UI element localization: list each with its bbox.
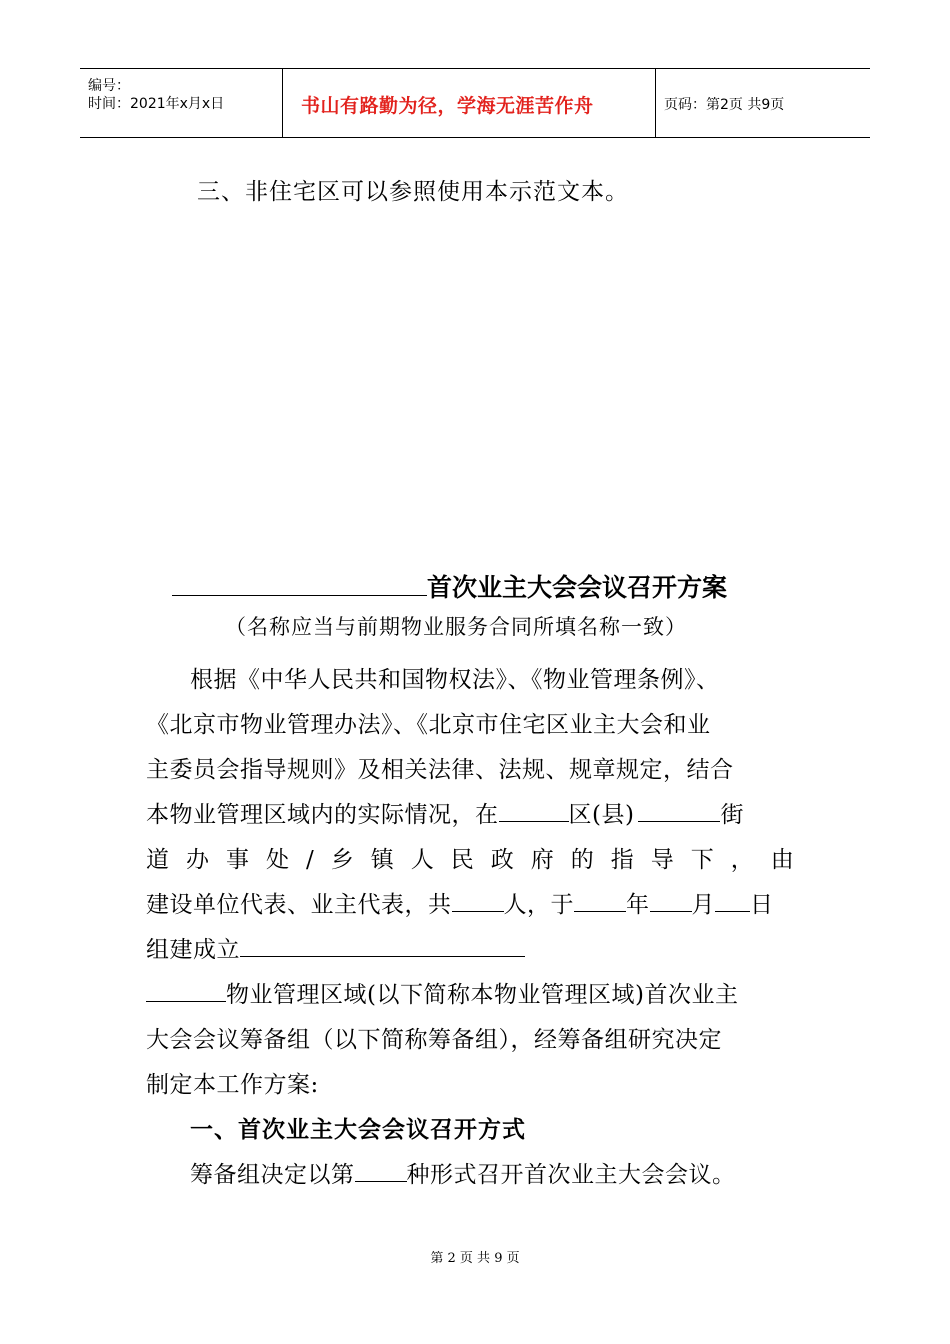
paragraph-line-10: 制定本工作方案: [146,1072,319,1098]
paragraph-line-2: 《北京市物业管理办法》、《北京市住宅区业主大会和业 [146,712,711,738]
month-blank [650,889,692,912]
paragraph-line-4-part-b: 区(县) [568,802,635,828]
group-name-blank [240,934,525,957]
paragraph-line-5: 道办事处/乡镇人民政府的指导下，由 [146,847,811,873]
title-name-blank [172,573,427,596]
paragraph-line-7-text: 组建成立 [146,937,240,963]
document-subtitle: （名称应当与前期物业服务合同所填名称一致） [225,615,687,639]
paragraph-line-6-part-b: 人，于 [503,892,574,918]
paragraph-line-6 [146,886,774,919]
paragraph-line-7 [146,931,525,964]
header-motto-cell [283,69,656,137]
title-text: 首次业主大会会议召开方案 [427,573,728,602]
document-number-label: 编号： [88,78,130,94]
paragraph-line-1: 根据《中华人民共和国物权法》、《物业管理条例》、 [190,667,720,693]
day-blank [715,889,750,912]
paragraph-line-6-part-e: 日 [750,892,774,918]
paragraph-line-9: 大会会议筹备组（以下简称筹备组），经筹备组研究决定 [146,1027,722,1053]
paragraph-line-6-part-d: 月 [691,892,715,918]
street-blank [638,799,720,822]
section-1-heading: 一、首次业主大会会议召开方式 [190,1116,526,1143]
paragraph-line-4-part-a: 本物业管理区域内的实际情况，在 [146,802,499,828]
year-blank [574,889,626,912]
paragraph-line-4-part-c: 街 [720,802,744,828]
form-number-blank [355,1159,407,1182]
paragraph-line-3: 主委员会指导规则》及相关法律、法规、规章规定，结合 [146,757,734,783]
paragraph-line-8-text: 物业管理区域(以下简称本物业管理区域)首次业主 [226,982,739,1008]
header-motto: 书山有路勤为径，学海无涯苦作舟 [301,95,594,117]
section-1-text [190,1156,736,1189]
district-blank [499,799,569,822]
section-1-text-part-a: 筹备组决定以第 [190,1162,355,1188]
document-header [80,68,870,138]
header-page-info: 页码：第2页 共9页 [664,97,785,113]
area-name-blank [146,979,226,1002]
paragraph-line-4 [146,796,744,829]
page-footer: 第 2 页 共 9 页 [430,1251,520,1266]
document-title [172,568,727,604]
paragraph-line-6-part-c: 年 [626,892,650,918]
header-page-cell [656,69,870,137]
header-meta-cell [80,69,283,137]
paragraph-line-6-part-a: 建设单位代表、业主代表，共 [146,892,452,918]
people-count-blank [452,889,504,912]
paragraph-line-8 [146,976,738,1009]
document-time: 时间：2021年x月x日 [88,96,225,112]
section-1-text-part-b: 种形式召开首次业主大会会议。 [406,1162,736,1188]
item-three-text: 三、非住宅区可以参照使用本示范文本。 [197,179,629,205]
